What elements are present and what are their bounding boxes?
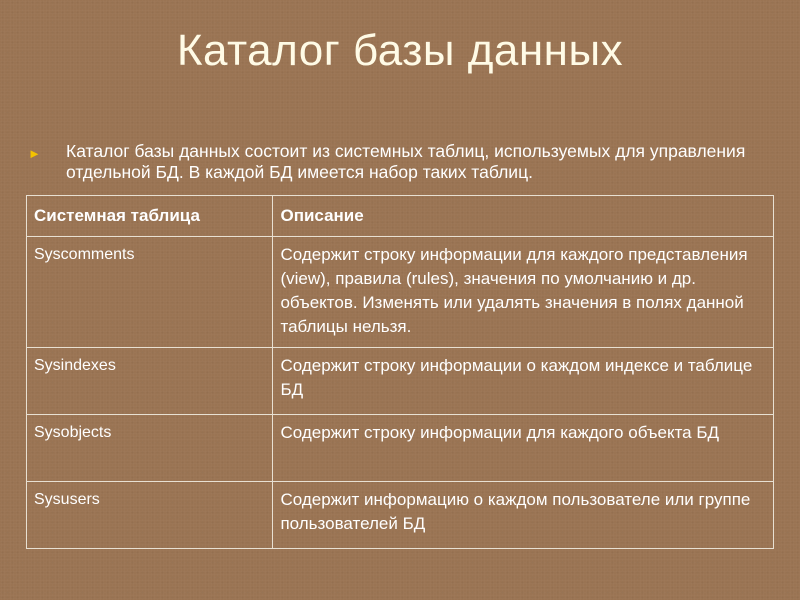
table-row	[27, 482, 774, 549]
table-name-cell: Sysusers	[27, 482, 273, 549]
table-description-cell: Содержит информацию о каждом пользователе или группе пользователей БД	[273, 482, 774, 549]
table-row	[27, 237, 774, 348]
table-name-cell: Sysobjects	[27, 415, 273, 482]
table-row	[27, 415, 774, 482]
table-description-cell: Содержит строку информации о каждом индексе и таблице БД	[273, 348, 774, 415]
table-header-row	[27, 196, 774, 237]
bullet-text: Каталог базы данных состоит из системных таблиц, используемых для управления отдельной БД. В каждой БД имеется набор таких таблиц.	[66, 141, 746, 182]
bullet-item	[28, 141, 768, 183]
table-name-cell: Sysindexes	[27, 348, 273, 415]
column-header-description: Описание	[273, 196, 774, 237]
table-description-cell: Содержит строку информации для каждого представления (view), правила (rules), значения по умолчанию и др. объектов. Изменять или удалять значения в полях данной таблицы нельзя.	[273, 237, 774, 348]
triangle-right-icon: ►	[28, 146, 41, 161]
table-name-cell: Syscomments	[27, 237, 273, 348]
slide-title: Каталог базы данных	[176, 26, 624, 75]
table-description-cell: Содержит строку информации для каждого объекта БД	[273, 415, 774, 482]
table-row	[27, 348, 774, 415]
column-header-system-table: Системная таблица	[27, 196, 273, 237]
system-tables-table	[26, 195, 774, 549]
